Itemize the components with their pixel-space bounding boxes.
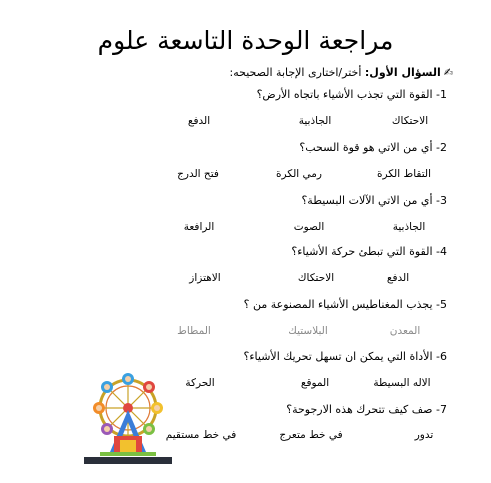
q5-option-1[interactable]: المعدن [389, 325, 421, 337]
q6-option-1[interactable]: الاله البسيطة [373, 377, 431, 389]
page-title: مراجعة الوحدة التاسعة علوم [97, 26, 394, 55]
question-2: 2- أي من الاتي هو قوة السحب؟ [299, 141, 447, 154]
section-instruction: أختر/اختارى الإجابة الصحيحه: [229, 66, 362, 79]
question-6: 6- الأداة التي يمكن ان تسهل تحريك الأشياء؟ [243, 350, 447, 363]
q1-option-2[interactable]: الجاذبية [298, 115, 332, 127]
q6-option-2[interactable]: الموقع [300, 377, 330, 389]
q4-option-2[interactable]: الاحتكاك [297, 272, 335, 284]
ferris-wheel-illustration [84, 370, 172, 464]
ferris-wheel-icon [93, 373, 163, 456]
section-heading [229, 66, 453, 79]
section-label: السؤال الأول: [364, 66, 441, 79]
q7-option-1[interactable]: تدور [414, 429, 434, 441]
q1-option-1[interactable]: الاحتكاك [391, 115, 429, 127]
q2-option-2[interactable]: رمي الكرة [276, 168, 322, 180]
q4-option-1[interactable]: الدفع [386, 272, 410, 284]
q1-option-3[interactable]: الدفع [187, 115, 211, 127]
question-4: 4- القوة التي تبطئ حركة الأشياء؟ [291, 245, 447, 258]
q2-option-3[interactable]: فتح الدرج [177, 168, 219, 180]
question-1: 1- القوة التي تجذب الأشياء باتجاه الأرض؟ [256, 88, 447, 101]
q3-option-1[interactable]: الجاذبية [392, 221, 426, 233]
q3-option-3[interactable]: الرافعة [183, 221, 215, 233]
q4-option-3[interactable]: الاهتزاز [189, 272, 221, 284]
q7-option-2[interactable]: في خط متعرج [279, 429, 343, 441]
writing-hand-icon: ✍ [443, 66, 453, 79]
question-3: 3- أي من الاتي الآلات البسيطة؟ [301, 194, 447, 207]
q5-option-2[interactable]: البلاستيك [288, 325, 328, 337]
question-5: 5- يجذب المغناطيس الأشياء المصنوعة من ؟ [243, 298, 447, 311]
question-7: 7- صف كيف تتحرك هذه الارجوحة؟ [286, 403, 447, 416]
q5-option-3[interactable]: المطاط [177, 325, 211, 337]
q6-option-3[interactable]: الحركة [185, 377, 215, 389]
q7-option-3[interactable]: في خط مستقيم [165, 429, 237, 441]
q2-option-1[interactable]: التقاط الكرة [376, 168, 432, 180]
image-caption-bar [84, 457, 172, 464]
q3-option-2[interactable]: الصوت [293, 221, 325, 233]
